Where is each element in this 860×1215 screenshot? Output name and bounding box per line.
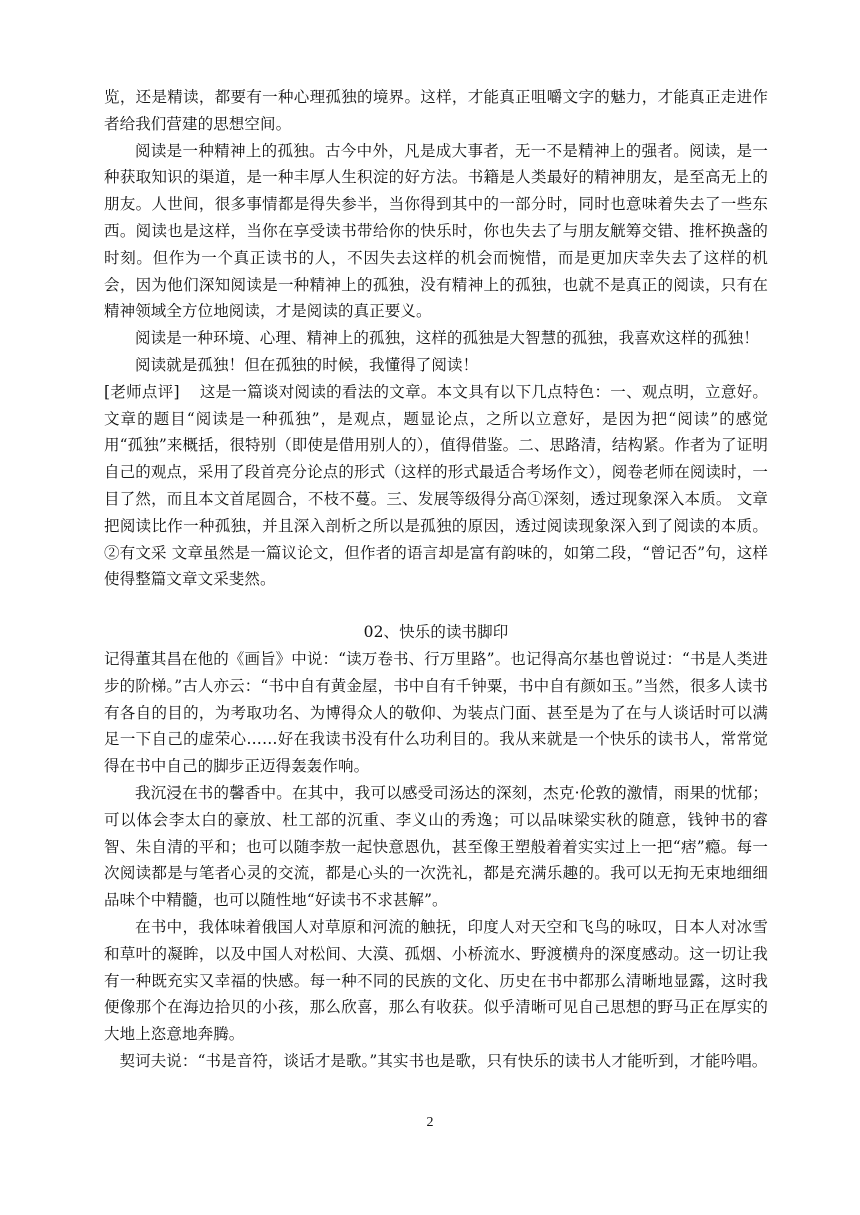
page-number: 2 xyxy=(426,1115,434,1130)
essay1-paragraph-1: 览，还是精读，都要有一种心理孤独的境界。这样，才能真正咀嚼文字的魅力，才能真正走进作者给我们营建的思想空间。 xyxy=(104,88,768,133)
teacher-comment-text: 这是一篇谈对阅读的看法的文章。本文具有以下几点特色：一、观点明，立意好。文章的题目“阅读是一种孤独”，是观点，题显论点，之所以立意好，是因为把“阅读”的感觉用“孤独”来概括，很特别（即使是借用别人的），值得借鉴。二、思路清，结构紧。作者为了证明自己的观点，采用了段首亮分论点的形式（这样的形式最适合考场作文），阅卷老师在阅读时，一目了然，而且本文首尾圆合，不枝不蔓。三、发展等级得分高①深刻，透过现象深入本质。 文章把阅读比作一种孤独，并且深入剖析之所以是孤独的原因，透过阅读现象深入到了阅读的本质。②有文采 文章虽然是一篇议论文，但作者的语言却是富有韵味的，如第二段，“曾记否”句，这样使得整篇文章文采斐然。 xyxy=(104,382,768,589)
essay1-paragraph-3: 阅读是一种环境、心理、精神上的孤独，这样的孤独是大智慧的孤独，我喜欢这样的孤独！ xyxy=(135,329,760,348)
essay2-paragraph-1: 我沉浸在书的馨香中。在其中，我可以感受司汤达的深刻，杰克·伦敦的激情，雨果的忧郁；可以体会李太白的豪放、杜工部的沉重、李义山的秀逸；可以品味梁实秋的随意，钱钟书的睿智、朱自清的平和；也可以随李敖一起快意恩仇，甚至像王塑般着着实实过上一把“痞”瘾。每一次阅读都是与笔者心灵的交流，都是心头的一次洗礼，都是充满乐趣的。我可以无拘无束地细细品味个中精髓，也可以随性地“好读书不求甚解”。 xyxy=(104,783,768,910)
essay1-paragraph-4: 阅读就是孤独！但在孤独的时候，我懂得了阅读！ xyxy=(135,355,479,374)
essay2-title: 02、快乐的读书脚印 xyxy=(363,623,509,642)
essay1-paragraph-2: 阅读是一种精神上的孤独。古今中外，凡是成大事者，无一不是精神上的强者。阅读，是一种获取知识的渠道，是一种丰厚人生积淀的好方法。书籍是人类最好的精神朋友，是至高无上的朋友。人世间，很多事情都是得失参半，当你得到其中的一部分时，同时也意味着失去了一些东西。阅读也是这样，当你在享受读书带给你的快乐时，你也失去了与朋友觥筹交错、推杯换盏的时刻。但作为一个真正读书的人，不因失去这样的机会而惋惜，而是更加庆幸失去了这样的机会，因为他们深知阅读是一种精神上的孤独，没有精神上的孤独，也就不是真正的阅读，只有在精神领域全方位地阅读，才是阅读的真正要义。 xyxy=(104,141,768,321)
teacher-comment-label: [老师点评] xyxy=(104,382,180,401)
essay2-paragraph-last: 契诃夫说：“书是音符，谈话才是歌。”其实书也是歌，只有快乐的读书人才能听到，才能吟唱。 xyxy=(119,1051,768,1070)
essay2-paragraph-2: 在书中，我体味着俄国人对草原和河流的触抚，印度人对天空和飞鸟的咏叹，日本人对冰雪和草叶的凝眸，以及中国人对松间、大漠、孤烟、小桥流水、野渡横舟的深度感动。这一切让我有一种既充实又幸福的快感。每一种不同的民族的文化、历史在书中都那么清晰地显露，这时我便像那个在海边拾贝的小孩，那么欣喜，那么有收获。似乎清晰可见自己思想的野马正在厚实的大地上恣意地奔腾。 xyxy=(104,917,768,1044)
teacher-comment xyxy=(104,379,768,593)
essay2-intro: 记得董其昌在他的《画旨》中说：“读万卷书、行万里路”。也记得高尔基也曾说过：“书是人类进步的阶梯。”古人亦云：“书中自有黄金屋，书中自有千钟粟，书中自有颜如玉。”当然，很多人读书有各自的目的，为考取功名、为博得众人的敬仰、为装点门面、甚至是为了在与人谈话时可以满足一下自己的虚荣心……好在我读书没有什么功利目的。我从来就是一个快乐的读书人，常常觉得在书中自己的脚步正迈得轰轰作响。 xyxy=(104,649,768,776)
section-gap xyxy=(104,593,768,619)
document-page xyxy=(104,84,768,1075)
